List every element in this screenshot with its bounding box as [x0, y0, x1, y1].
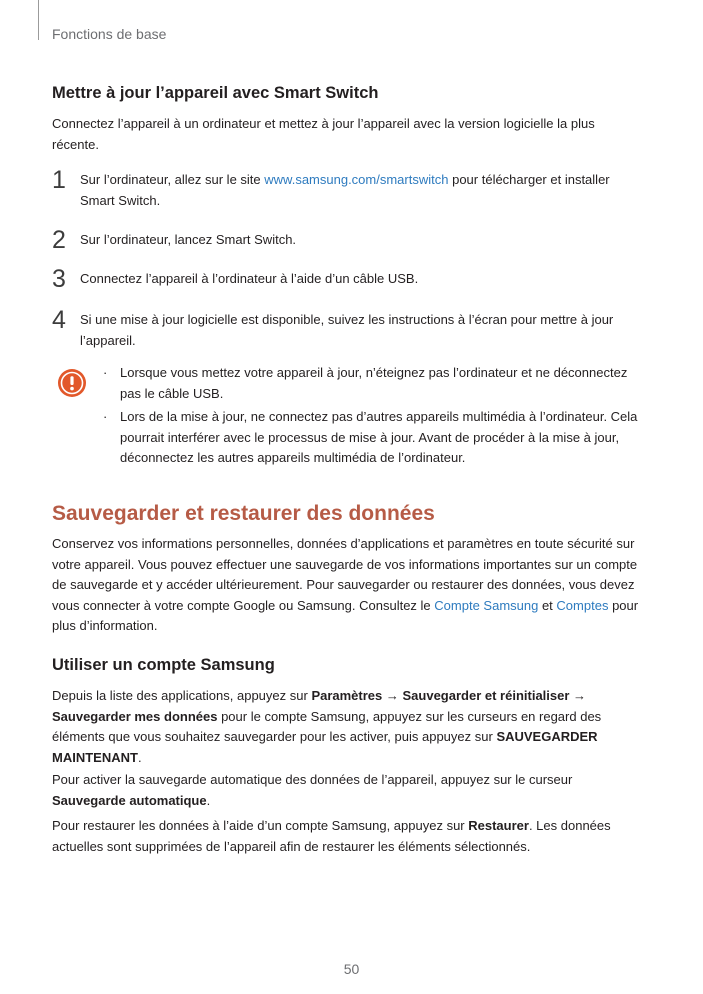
- step-number-2: 2: [52, 226, 66, 254]
- bullet-marker-2: ·: [103, 409, 108, 424]
- p1-backup-now: SAUVEGARDER MAINTENANT: [52, 729, 598, 765]
- samsung-account-paragraph-1: [52, 686, 642, 768]
- accounts-link[interactable]: Comptes: [556, 597, 609, 613]
- p1-arrow-2: →: [569, 688, 587, 703]
- step-text-2: Sur l’ordinateur, lancez Smart Switch.: [80, 232, 297, 247]
- warning-bullet-1: Lorsque vous mettez votre appareil à jour, n’éteignez pas l’ordinateur et ne déconnectez pas le câble USB.: [120, 365, 628, 401]
- p3-text-a: Pour restaurer les données à l’aide d’un compte Samsung, appuyez sur: [52, 818, 469, 833]
- p2-auto-backup: Sauvegarde automatique: [52, 792, 207, 808]
- p1-backup-reset: Sauvegarder et réinitialiser: [402, 688, 570, 703]
- step-text-1: [80, 170, 640, 211]
- step-text-4: Si une mise à jour logicielle est disponible, suivez les instructions à l’écran pour mettre à jour l’appareil.: [80, 312, 614, 348]
- running-header: Fonctions de base: [52, 26, 167, 42]
- backup-intro-text: Conservez vos informations personnelles, données d’applications et paramètres en toute sécurité sur votre appareil. Vous pouvez effectuer une sauvegarde de vos informations importantes sur un compte de sauvegarde et y accéder ultérieurement. Pour sauvegarder ou restaurer des données, vous devez vous connecter à votre compte Google ou Samsung. Consultez le: [52, 536, 638, 613]
- header-rule: [38, 0, 39, 40]
- p1-text-c: pour le compte Samsung, appuyez sur les curseurs en regard des éléments que vous souhaitez sauvegarder pour les activer, puis appuyez sur: [52, 708, 602, 744]
- smartswitch-link[interactable]: www.samsung.com/smartswitch: [264, 172, 449, 187]
- step-number-4: 4: [52, 306, 66, 334]
- p1-settings: Paramètres: [311, 688, 383, 703]
- warning-icon: [57, 368, 87, 398]
- update-heading: Mettre à jour l’appareil avec Smart Switch: [52, 84, 379, 102]
- p1-text-a: Depuis la liste des applications, appuyez sur: [52, 688, 312, 703]
- step-1-post: pour télécharger et installer Smart Switch.: [80, 172, 610, 208]
- p2-text-a: Pour activer la sauvegarde automatique des données de l’appareil, appuyez sur le curseur: [52, 772, 573, 787]
- bullet-marker-1: ·: [103, 365, 108, 380]
- update-intro: Connectez l’appareil à un ordinateur et mettez à jour l’appareil avec la version logicielle la plus récente.: [52, 116, 595, 152]
- section-title: Sauvegarder et restaurer des données: [52, 502, 435, 525]
- p1-arrow-1: →: [382, 688, 403, 703]
- p1-end: .: [137, 749, 142, 765]
- step-1-pre: Sur l’ordinateur, allez sur le site: [80, 172, 265, 187]
- backup-intro-end: pour plus d’information.: [52, 597, 639, 633]
- backup-intro-mid: et: [538, 597, 557, 613]
- p1-backup-my-data: Sauvegarder mes données: [52, 708, 218, 724]
- step-text-3: Connectez l’appareil à l’ordinateur à l’aide d’un câble USB.: [80, 271, 419, 286]
- samsung-account-paragraph-3: [52, 816, 642, 857]
- p2-end: .: [206, 792, 211, 808]
- step-number-3: 3: [52, 265, 66, 293]
- backup-intro: [52, 534, 642, 637]
- samsung-account-heading: Utiliser un compte Samsung: [52, 656, 275, 674]
- page-number: 50: [343, 961, 360, 977]
- step-number-1: 1: [52, 166, 66, 194]
- samsung-account-link[interactable]: Compte Samsung: [434, 597, 539, 613]
- samsung-account-paragraph-2: [52, 770, 642, 811]
- p3-text-c: . Les données actuelles sont supprimées de l’appareil afin de restaurer les éléments sélectionnés.: [52, 818, 611, 854]
- warning-bullet-2: Lors de la mise à jour, ne connectez pas d’autres appareils multimédia à l’ordinateur. Cela pourrait interférer avec le processus de mise à jour. Avant de procéder à la mise à jour, déconnectez les autres appareils multimédia de l’ordinateur.: [120, 409, 638, 465]
- p3-restore: Restaurer: [468, 818, 529, 833]
